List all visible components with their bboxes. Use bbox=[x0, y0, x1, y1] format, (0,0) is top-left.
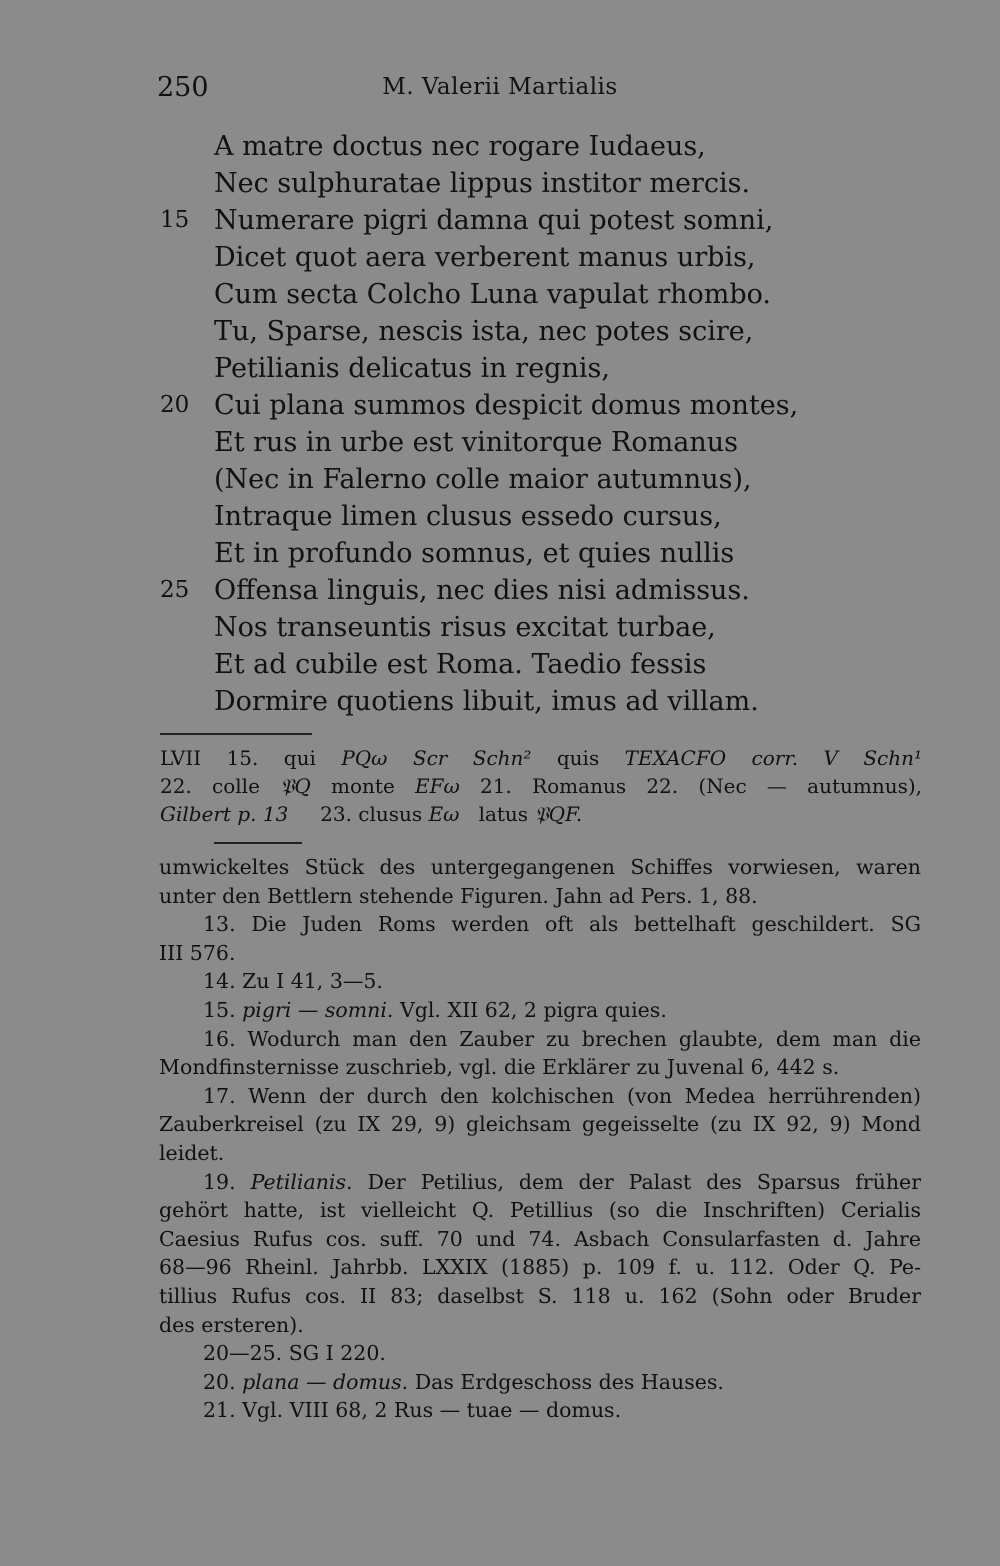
note-number: 19. bbox=[203, 1169, 236, 1194]
verse-text: Nec sulphuratae lippus institor mercis. bbox=[214, 168, 751, 199]
verse-line bbox=[0, 683, 1000, 720]
verse-text: Et ad cubile est Roma. Taedio fessis bbox=[214, 649, 707, 680]
apparatus-siglum: Eω bbox=[428, 802, 460, 826]
note-line: 20—25. SG I 220. bbox=[203, 1341, 386, 1366]
verse-text: Petilianis delicatus in regnis, bbox=[214, 353, 610, 384]
note-line bbox=[159, 1168, 921, 1197]
verse-text: Dicet quot aera verberent manus urbis, bbox=[214, 242, 756, 273]
note-line: leidet. bbox=[159, 1140, 225, 1165]
apparatus-siglum: TEXACFO corr. V Schn¹ bbox=[624, 746, 923, 770]
poem-text bbox=[0, 128, 1000, 720]
verse-line bbox=[0, 572, 1000, 609]
running-title: M. Valerii Martialis bbox=[382, 74, 618, 100]
note-line bbox=[159, 1368, 921, 1397]
verse-text: Et rus in urbe est vinitorque Romanus bbox=[214, 427, 738, 458]
note-line: Zauberkreisel (zu IX 29, 9) gleichsam gegeisselte (zu IX 92, 9) Mond bbox=[159, 1112, 921, 1137]
note-line: Mondfinsternisse zuschrieb, vgl. die Erklärer zu Juvenal 6, 442 s. bbox=[159, 1055, 840, 1080]
verse-line bbox=[0, 424, 1000, 461]
line-number: 15 bbox=[160, 207, 190, 233]
note-line: gehört hatte, ist vielleicht Q. Petillius (so die Inschriften) Cerialis bbox=[159, 1198, 921, 1223]
note-line: 16. Wodurch man den Zauber zu brechen glaubte, dem man die bbox=[203, 1026, 921, 1051]
apparatus-text: 22. colle bbox=[160, 774, 260, 798]
verse-line bbox=[0, 128, 1000, 165]
apparatus-text: 21. Romanus bbox=[480, 774, 627, 798]
line-number: 20 bbox=[160, 392, 190, 418]
verse-text: A matre doctus nec rogare Iudaeus, bbox=[214, 131, 706, 162]
verse-line bbox=[0, 535, 1000, 572]
critical-apparatus bbox=[160, 744, 922, 828]
apparatus-text: LVII 15. bbox=[160, 746, 259, 770]
verse-text: Et in profundo somnus, et quies nullis bbox=[214, 538, 735, 569]
apparatus-line bbox=[160, 744, 922, 772]
apparatus-text: 23. clusus bbox=[320, 802, 423, 826]
apparatus-text: latus bbox=[478, 802, 529, 826]
verse-line bbox=[0, 350, 1000, 387]
note-line: Caesius Rufus cos. suff. 70 und 74. Asbach Consularfasten d. Jahre bbox=[159, 1226, 921, 1251]
note-line: III 576. bbox=[159, 940, 236, 965]
verse-text: Dormire quotiens libuit, imus ad villam. bbox=[214, 686, 759, 717]
note-line: 13. Die Juden Roms werden oft als bettelhaft geschildert. SG bbox=[203, 912, 921, 937]
page-header bbox=[0, 72, 1000, 112]
page-number: 250 bbox=[157, 72, 209, 103]
note-lemma: plana — domus. bbox=[242, 1369, 409, 1394]
verse-text: Offensa linguis, nec dies nisi admissus. bbox=[214, 575, 750, 606]
apparatus-siglum: EFω bbox=[415, 774, 460, 798]
verse-line bbox=[0, 202, 1000, 239]
note-lemma: Petilianis. bbox=[250, 1169, 353, 1194]
apparatus-text: qui bbox=[283, 746, 316, 770]
notes-divider bbox=[214, 842, 302, 844]
note-line: 14. Zu I 41, 3—5. bbox=[203, 969, 383, 994]
note-line: 68—96 Rheinl. Jahrbb. LXXIX (1885) p. 109 f. u. 112. Oder Q. Pe- bbox=[159, 1255, 921, 1280]
verse-line bbox=[0, 609, 1000, 646]
note-line bbox=[159, 996, 921, 1025]
note-text: Vgl. XII 62, 2 pigra quies. bbox=[399, 997, 667, 1022]
apparatus-siglum: PQω Scr Schn² bbox=[341, 746, 532, 770]
note-line: 21. Vgl. VIII 68, 2 Rus — tuae — domus. bbox=[203, 1398, 622, 1423]
apparatus-text: monte bbox=[331, 774, 395, 798]
note-line: unter den Bettlern stehende Figuren. Jahn ad Pers. 1, 88. bbox=[159, 883, 758, 908]
apparatus-line bbox=[160, 800, 922, 828]
verse-text: (Nec in Falerno colle maior autumnus), bbox=[214, 464, 752, 495]
verse-line bbox=[0, 165, 1000, 202]
verse-text: Tu, Sparse, nescis ista, nec potes scire, bbox=[214, 316, 754, 347]
verse-text: Intraque limen clusus essedo cursus, bbox=[214, 501, 722, 532]
note-lemma: pigri — somni. bbox=[242, 997, 394, 1022]
verse-line bbox=[0, 498, 1000, 535]
note-line: tillius Rufus cos. II 83; daselbst S. 118 u. 162 (Sohn oder Bruder bbox=[159, 1283, 921, 1308]
apparatus-siglum: 𝔓QF. bbox=[534, 802, 583, 826]
line-number: 25 bbox=[160, 577, 190, 603]
apparatus-text: 22. (Nec — autumnus), bbox=[646, 774, 923, 798]
note-line: umwickeltes Stück des untergegangenen Schiffes vorwiesen, waren bbox=[159, 855, 921, 879]
note-number: 15. bbox=[203, 997, 236, 1022]
verse-line bbox=[0, 387, 1000, 424]
note-number: 20. bbox=[203, 1369, 236, 1394]
verse-line bbox=[0, 461, 1000, 498]
apparatus-divider bbox=[160, 733, 312, 735]
note-line: 17. Wenn der durch den kolchischen (von Medea herrührenden) bbox=[203, 1083, 921, 1108]
verse-text: Numerare pigri damna qui potest somni, bbox=[214, 205, 774, 236]
verse-line bbox=[0, 313, 1000, 350]
verse-text: Cum secta Colcho Luna vapulat rhombo. bbox=[214, 279, 771, 310]
verse-line bbox=[0, 239, 1000, 276]
commentary-notes bbox=[159, 853, 921, 1425]
apparatus-text: quis bbox=[556, 746, 600, 770]
verse-text: Nos transeuntis risus excitat turbae, bbox=[214, 612, 716, 643]
apparatus-siglum: 𝔓Q bbox=[280, 774, 311, 798]
apparatus-line bbox=[160, 772, 922, 800]
verse-text: Cui plana summos despicit domus montes, bbox=[214, 390, 799, 421]
apparatus-siglum: Gilbert p. 13 bbox=[160, 802, 289, 826]
note-text: Der Petilius, dem der Palast des Sparsus früher bbox=[367, 1169, 921, 1194]
note-text: Das Erdgeschoss des Hauses. bbox=[414, 1369, 724, 1394]
verse-line bbox=[0, 646, 1000, 683]
verse-line bbox=[0, 276, 1000, 313]
note-line: des ersteren). bbox=[159, 1312, 304, 1337]
